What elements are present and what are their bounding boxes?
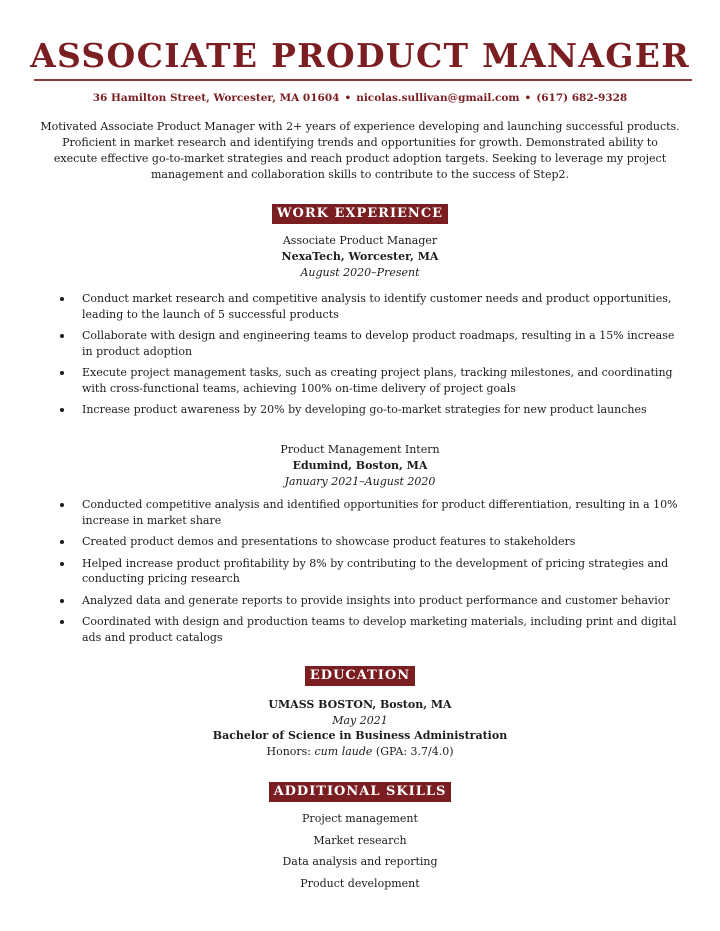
education-school: UMASS BOSTON, Boston, MA <box>268 698 452 711</box>
contact-phone: (617) 682-9328 <box>536 92 628 104</box>
bullet-icon <box>60 562 64 566</box>
list-item: Product development <box>300 876 420 890</box>
job-bullet-list <box>60 291 680 424</box>
section-heading-work-label: WORK EXPERIENCE <box>272 204 448 224</box>
job-title: Product Management Intern <box>280 443 440 456</box>
bullet-icon <box>60 297 64 301</box>
section-heading-skills <box>0 780 720 802</box>
list-item: Coordinated with design and production teams to develop marketing materials, including print and digital ads and product catalogs <box>60 614 680 645</box>
list-item: Collaborate with design and engineering teams to develop product roadmaps, resulting in a 15% increase in product adoption <box>60 328 680 359</box>
list-item: Data analysis and reporting <box>282 855 438 868</box>
contact-address: 36 Hamilton Street, Worcester, MA 01604 <box>92 92 340 104</box>
title-divider <box>34 79 692 81</box>
section-heading-education-label: EDUCATION <box>305 666 415 686</box>
list-item: Increase product awareness by 20% by developing go-to-market strategies for new product launches <box>60 402 680 418</box>
list-item: Conducted competitive analysis and identified opportunities for product differentiation, resulting in a 10% increase in market share <box>60 497 680 528</box>
skills-list <box>0 811 720 897</box>
list-item: Created product demos and presentations to showcase product features to stakeholders <box>60 534 680 550</box>
education-date: May 2021 <box>332 713 388 727</box>
section-heading-work <box>0 202 720 224</box>
job-company: Edumind, Boston, MA <box>292 459 428 472</box>
summary-paragraph: Motivated Associate Product Manager with 2+ years of experience developing and launching successful products. Proficient in market research and identifying trends and opportunities for growth. Demonstrated ability to execute effective go-to-market strategies and reach product adoption targets. Seeking to leverage my project management and collaboration skills to contribute to the success of Step2. <box>40 120 680 181</box>
bullet-icon <box>60 503 64 507</box>
bullet-icon <box>60 371 64 375</box>
job-dates: August 2020–Present <box>300 266 420 279</box>
bullet-icon <box>60 334 64 338</box>
job-bullet-list <box>60 497 680 651</box>
section-heading-education <box>0 664 720 686</box>
list-item: Market research <box>313 833 407 847</box>
job-header <box>0 233 720 281</box>
list-item: Project management <box>302 812 418 825</box>
bullet-icon <box>60 620 64 624</box>
bullet-icon <box>60 540 64 544</box>
bullet-icon <box>60 408 64 412</box>
job-header <box>0 442 720 490</box>
education-degree: Bachelor of Science in Business Administration <box>212 729 508 742</box>
list-item: Helped increase product profitability by 8% by contributing to the development of pricing strategies and conducting pricing research <box>60 556 680 587</box>
contact-line <box>0 92 720 104</box>
list-item: Execute project management tasks, such as creating project plans, tracking milestones, and coordinating with cross-functional teams, achieving 100% on-time delivery of project goals <box>60 365 680 396</box>
job-dates: January 2021–August 2020 <box>284 475 436 488</box>
bullet-icon <box>60 599 64 603</box>
resume-name-title: ASSOCIATE PRODUCT MANAGER <box>30 36 690 75</box>
education-block <box>0 697 720 759</box>
list-item: Analyzed data and generate reports to provide insights into product performance and customer behavior <box>60 593 680 609</box>
contact-separator: • <box>524 92 532 104</box>
job-company: NexaTech, Worcester, MA <box>281 250 439 263</box>
contact-email[interactable]: nicolas.sullivan@gmail.com <box>356 92 520 104</box>
contact-separator: • <box>344 92 352 104</box>
section-heading-skills-label: ADDITIONAL SKILLS <box>269 782 452 802</box>
education-honors: Honors: cum laude (GPA: 3.7/4.0) <box>266 744 454 758</box>
job-title: Associate Product Manager <box>282 234 438 247</box>
list-item: Conduct market research and competitive analysis to identify customer needs and product opportunities, leading to the launch of 5 successful products <box>60 291 680 322</box>
